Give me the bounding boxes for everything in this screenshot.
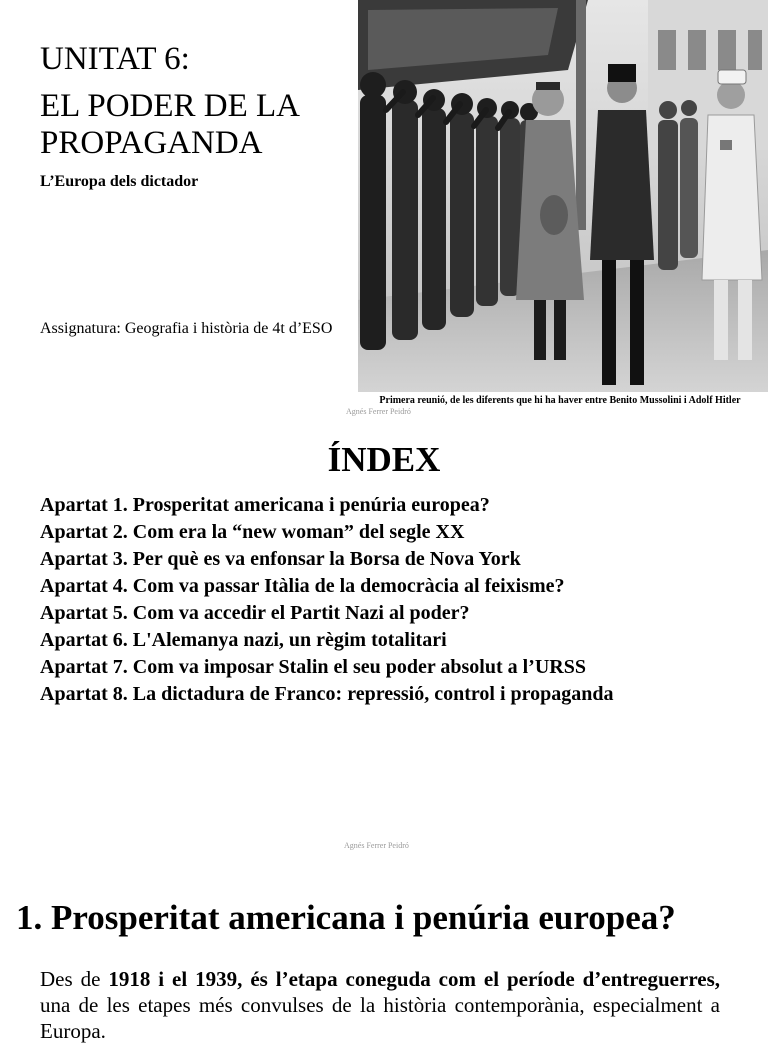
body-paragraph: [40, 966, 720, 1044]
index-heading: ÍNDEX: [327, 440, 441, 479]
para-bold-years: 1918 i el 1939: [108, 967, 238, 991]
unit-title: UNITAT 6:: [40, 41, 190, 77]
para-bold-period: període d’entreguerres,: [506, 967, 721, 991]
index-item-5: Apartat 5. Com va accedir el Partit Nazi al poder?: [40, 602, 470, 624]
subtitle: L’Europa dels dictador: [40, 173, 199, 190]
para-text-end: una de les etapes més convulses de la història contemporània, especialment a Europa.: [40, 993, 720, 1043]
photo-caption: Primera reunió, de les diferents que hi ha haver entre Benito Mussolini i Adolf Hitler: [379, 395, 741, 406]
index-item-7: Apartat 7. Com va imposar Stalin el seu poder absolut a l’URSS: [40, 656, 586, 678]
para-bold-mid: , és l’etapa coneguda com el: [237, 967, 507, 991]
index-item-2: Apartat 2. Com era la “new woman” del segle XX: [40, 521, 465, 543]
cover-page: [0, 0, 768, 424]
footer-author: Agnés Ferrer Peidró: [346, 407, 411, 416]
footer-author: Agnés Ferrer Peidró: [344, 841, 409, 850]
index-item-3: Apartat 3. Per què es va enfonsar la Borsa de Nova York: [40, 548, 521, 570]
index-list: [40, 492, 614, 708]
main-title: EL PODER DE LA PROPAGANDA: [40, 88, 299, 161]
index-item-8: Apartat 8. La dictadura de Franco: repressió, control i propaganda: [40, 683, 614, 705]
historical-photo: [358, 0, 768, 392]
subject-label: Assignatura: Geografia i història de 4t d’ESO: [40, 320, 333, 337]
para-text-start: Des de: [40, 967, 109, 991]
index-item-4: Apartat 4. Com va passar Itàlia de la democràcia al feixisme?: [40, 575, 565, 597]
index-item-1: Apartat 1. Prosperitat americana i penúria europea?: [40, 494, 490, 516]
section-heading: 1. Prosperitat americana i penúria europea?: [16, 898, 676, 937]
index-item-6: Apartat 6. L'Alemanya nazi, un règim totalitari: [40, 629, 447, 651]
